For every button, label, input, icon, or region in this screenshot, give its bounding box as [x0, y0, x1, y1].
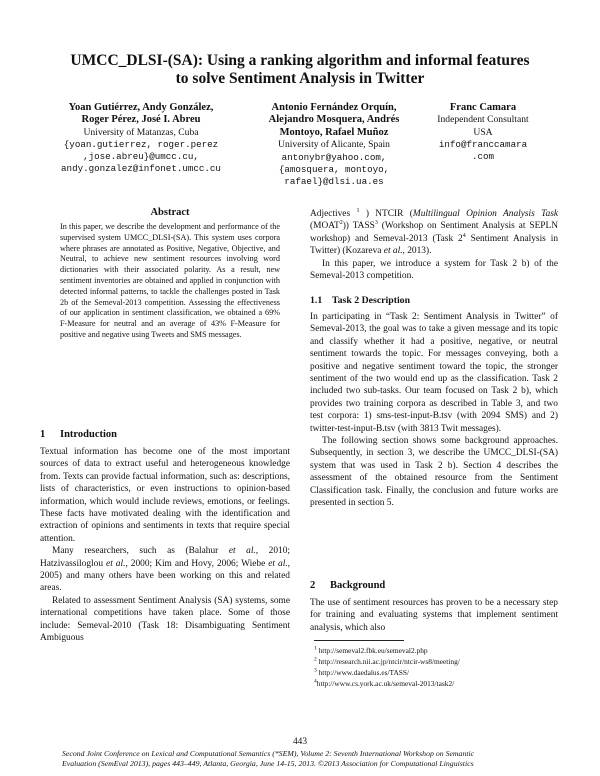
section-heading-introduction: [40, 429, 117, 440]
footnote: $^4$http://www.cs.york.ac.uk/semeval-2013/task2/: [314, 678, 455, 688]
task-description-body: [310, 311, 558, 510]
author-email: ,jose.abreu}@umcc.cu,: [83, 151, 199, 163]
author-names: Alejandro Mosquera, Andrés: [268, 114, 400, 126]
paragraph: Adjectives $^1$ ) NTCIR (Multilingual Opinion Analysis Task (MOAT$^2$)) TASS$^3$ (Workshop on Sentiment Analysis at SEPLN workshop) and Semeval-2013 (Task $2^4$ Sentiment Analysis in Twitter) (Kozareva et al., 2013).: [310, 207, 559, 257]
author-country: USA: [473, 126, 493, 138]
author-block-consultant: [418, 102, 548, 163]
paragraph: Textual information has become one of the most important sources of data to extract useful and heterogeneous knowledge from. Texts can provide factual information, such as: descriptions, lists of characteristics, or even instructions to opinion-based information, which would include reviews, emotions, or feelings. These facts have motivated dealing with the identification and extraction of opinions and sentiments in texts that require special attention.: [40, 447, 290, 544]
author-email: andy.gonzalez@infonet.umcc.cu: [61, 163, 221, 175]
subsection-number: 1.1: [310, 295, 323, 306]
section-title: Introduction: [60, 429, 117, 440]
author-email: rafael}@dlsi.ua.es: [284, 175, 384, 187]
title-line-1: UMCC_DLSI-(SA): Using a ranking algorithm and informal features: [70, 52, 530, 69]
author-names: Franc Camara: [449, 102, 517, 113]
title-line-2: to solve Sentiment Analysis in Twitter: [175, 70, 425, 87]
paper-title: [40, 52, 560, 88]
proceedings-footer: Second Joint Conference on Lexical and Computational Semantics (*SEM), Volume 2: Seventh International Workshop on Semantic Evaluation (SemEval 2013), pages 443–449, Atlanta, Georgia, June 14-15, 2013. ©2013 Association for Computational Linguistics: [62, 749, 475, 768]
author-affiliation: University of Alicante, Spain: [278, 139, 390, 151]
paragraph: The use of sentiment resources has proven to be a necessary step for training and evaluating systems that implement sentiment analysis, which also: [310, 598, 558, 633]
author-email: info@franccamara: [438, 139, 528, 151]
section-number: 1: [40, 429, 46, 440]
abstract-text: In this paper, we describe the development and performance of the supervised system UMCC_DLSI-(SA). This system uses corpora where phrases are annotated as Positive, Negative, Objective, and Neutral, to achieve new sentiment resources involving word dictionaries with their associated polarity. As a result, new sentiment inventories are obtained and applied in conjunction with detected informal patterns, to tackle the challenges posted in Task 2b of the Semeval-2013 competition. Assessing the effectiveness of our application in sentiment classification, we obtained a 69% F-Measure for neutral and an average of 43% F-Measure for positive and negative using Tweets and SMS messages.: [60, 222, 280, 339]
paragraph: In this paper, we introduce a system for Task 2 b) of the Semeval-2013 competition.: [310, 258, 558, 282]
footnote: $^3$ http://www.daedalus.es/TASS/: [314, 667, 410, 677]
section-title: Background: [330, 580, 386, 591]
author-email: {amosquera, montoyo,: [278, 163, 390, 175]
author-block-matanzas: [36, 102, 246, 175]
footnote-ref: 3: [374, 220, 378, 227]
footnote: $^2$ http://research.nii.ac.jp/ntcir/ntcir-ws8/meeting/: [314, 656, 460, 666]
author-names: Antonio Fernández Orquín,: [271, 102, 397, 113]
author-affiliation: Independent Consultant: [437, 114, 529, 126]
paragraph: In participating in “Task 2: Sentiment Analysis in Twitter” of Semeval-2013, the goal was to take a given message and its topic and classify whether it had a positive, negative, or neutral sentiment towards the topic. For messages conveying, both a positive and negative sentiment toward the topic, the stronger sentiment of the two would end up as the classification. Task 2 included two sub-tasks. Our team focused on Task 2 b), which provides two training corpora as described in Table 3, and two test corpora: 1) sms-test-input-B.tsv (with 2094 SMS) and 2) twitter-test-input-B.tsv (with 3813 Twit messages).: [310, 312, 558, 434]
section-number: 2: [310, 580, 316, 591]
author-email: antonybr@yahoo.com,: [281, 151, 387, 163]
author-email: {yoan.gutierrez, roger.perez: [63, 139, 219, 151]
introduction-body: [40, 446, 290, 645]
footnote-divider: [314, 640, 404, 641]
author-names: Yoan Gutiérrez, Andy González,: [68, 102, 214, 113]
page-number: 443: [292, 737, 308, 747]
author-names: Montoyo, Rafael Muñoz: [279, 126, 389, 138]
section-heading-background: [310, 580, 385, 591]
author-email: .com: [471, 151, 495, 163]
paragraph: Many researchers, such as (Balahur et al., 2010; Hatzivassiloglou et al., 2000; Kim and Hovy, 2006; Wiebe et al., 2005) and many others have been working on this and related areas.: [40, 546, 291, 594]
author-names: Roger Pérez, José I. Abreu: [81, 114, 201, 126]
right-column-intro-continued: [310, 208, 558, 282]
footnote-ref: 1: [356, 207, 360, 214]
footnote-ref: 4: [462, 232, 466, 239]
subsection-heading-task2: [310, 295, 410, 306]
author-block-alicante: [248, 102, 420, 188]
background-body: [310, 597, 558, 634]
footnote-ref: 2: [339, 220, 343, 227]
paragraph: Related to assessment Sentiment Analysis (SA) systems, some international competitions have taken place. Some of those include: Semeval-2010 (Task 18: Disambiguating Sentiment Ambiguous: [40, 595, 290, 644]
paragraph: The following section shows some background approaches. Subsequently, in section 3, we describe the UMCC_DLSI-(SA) system that was used in Task 2 b). Section 4 describes the assessment of the obtained resource from the Sentiment Classification task. Finally, the conclusion and future works are presented in section 5.: [310, 436, 558, 509]
author-affiliation: University of Matanzas, Cuba: [83, 126, 199, 138]
footnote: $^1$ http://semeval2.fbk.eu/semeval2.php: [314, 645, 428, 655]
subsection-title: Task 2 Description: [332, 295, 411, 306]
abstract-heading: Abstract: [150, 207, 190, 218]
